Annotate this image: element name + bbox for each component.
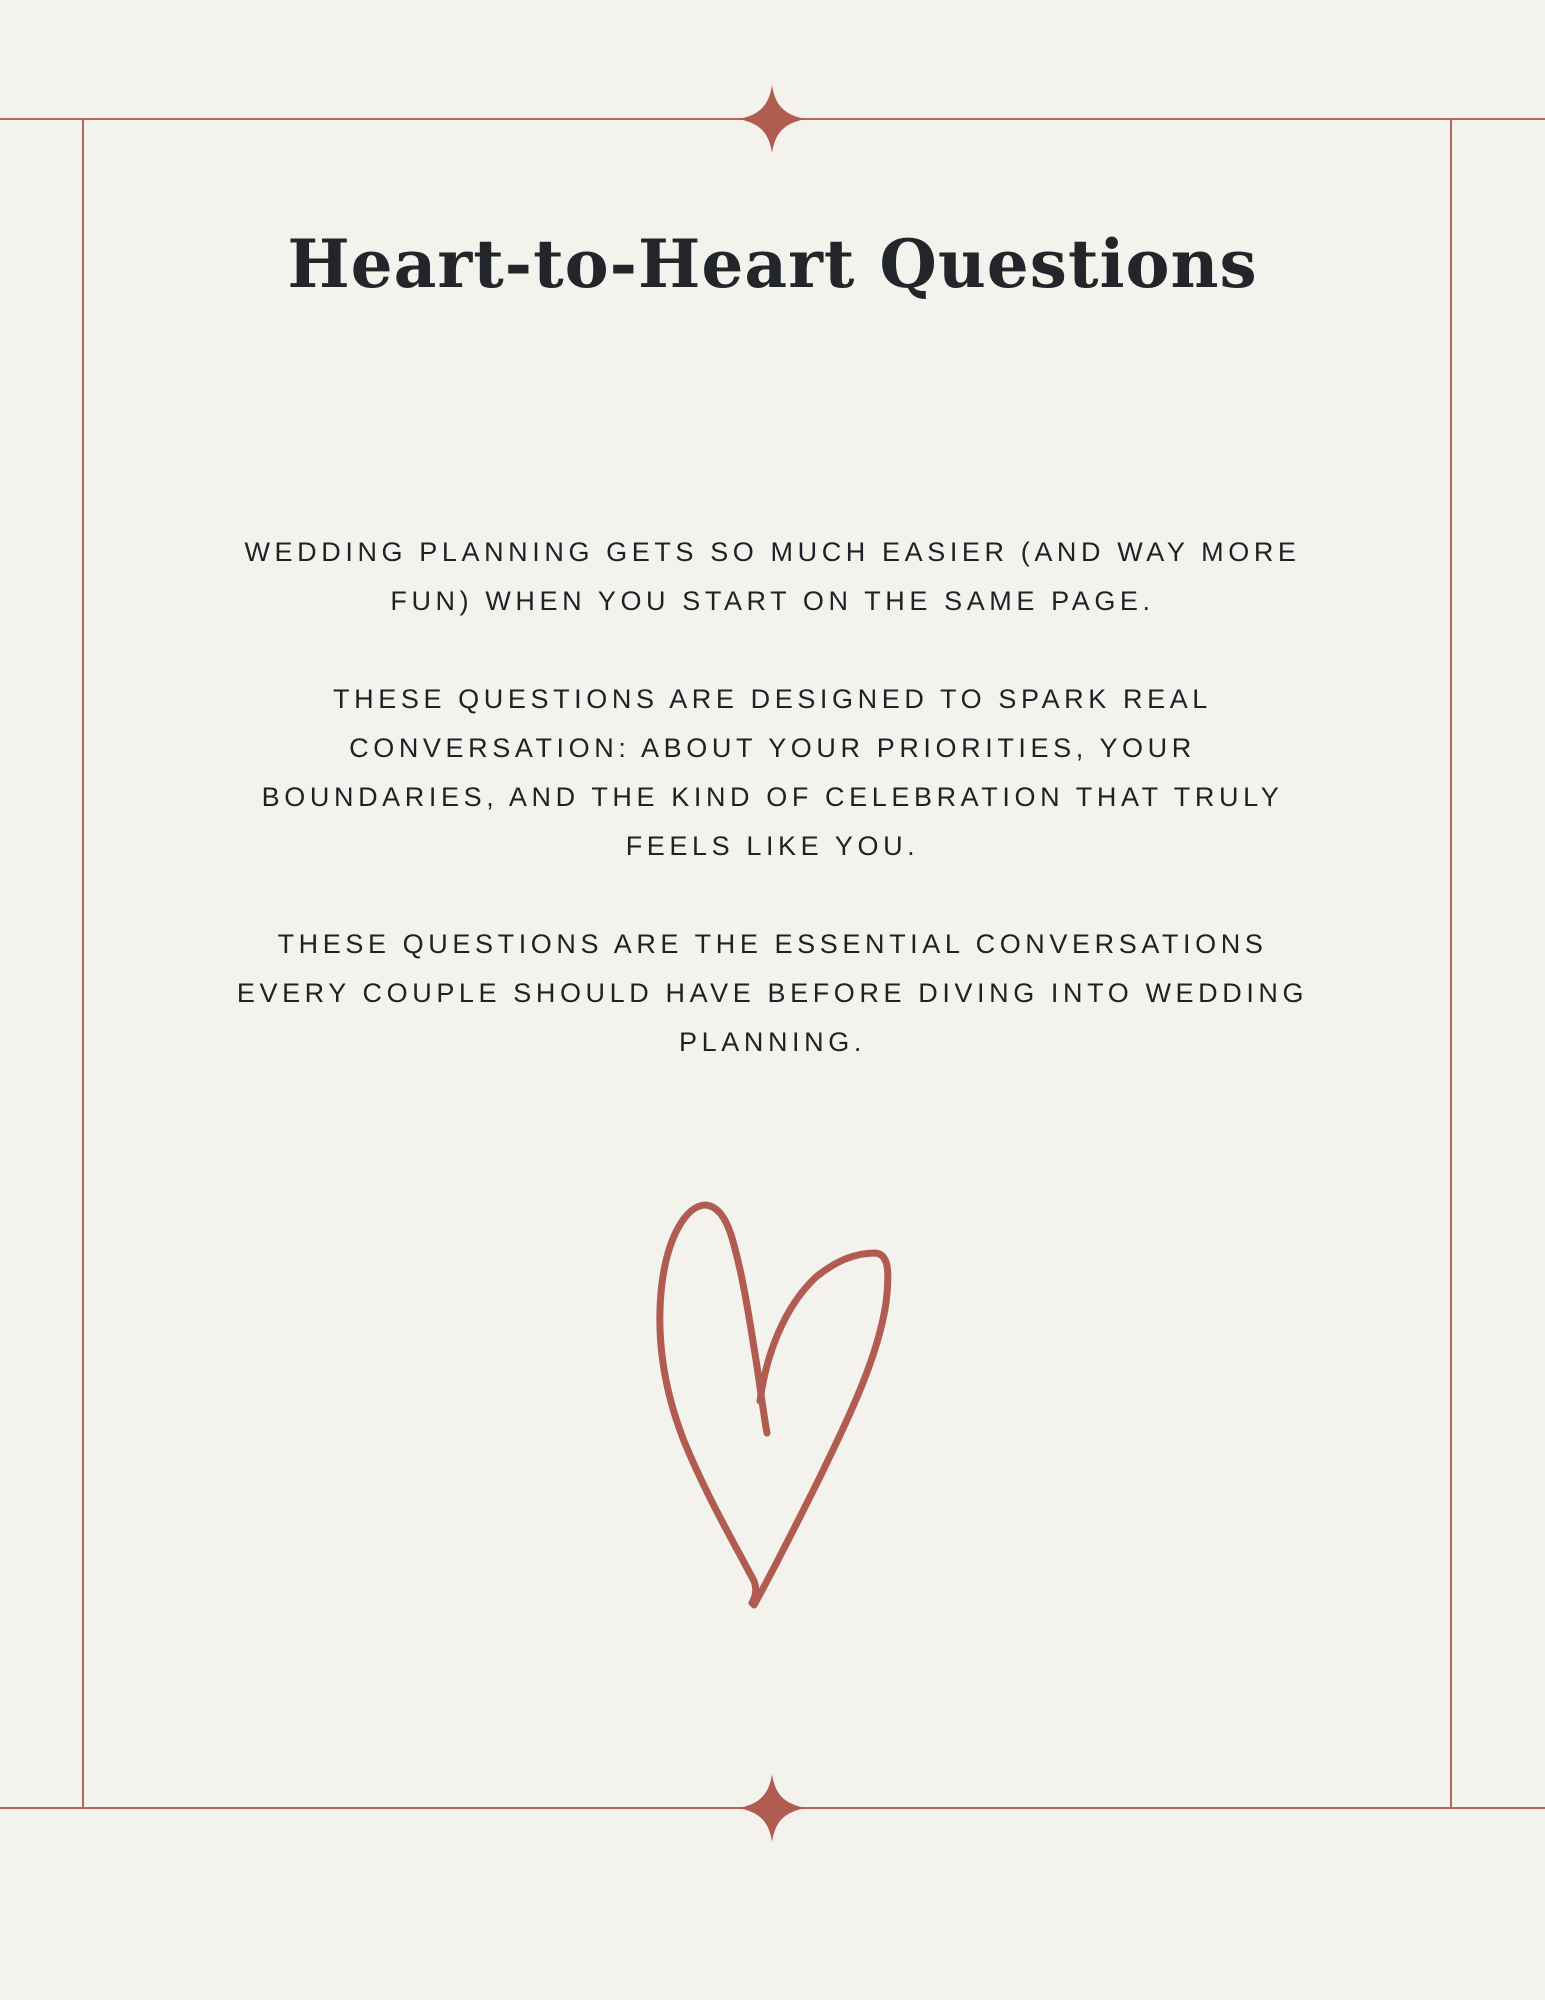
intro-paragraph: WEDDING PLANNING GETS SO MUCH EASIER (AND WAY MORE FUN) WHEN YOU START ON THE SAME PAGE.: [244, 537, 1301, 616]
left-border-line: [82, 118, 84, 1809]
right-border-line: [1450, 118, 1452, 1809]
bottom-star-icon: [736, 1772, 808, 1844]
intro-paragraph: THESE QUESTIONS ARE THE ESSENTIAL CONVERSATIONS EVERY COUPLE SHOULD HAVE BEFORE DIVING INTO WEDDING PLANNING.: [236, 929, 1309, 1057]
intro-text: [230, 528, 1315, 1116]
top-star-icon: [736, 83, 808, 155]
intro-paragraph: THESE QUESTIONS ARE DESIGNED TO SPARK REAL CONVERSATION: ABOUT YOUR PRIORITIES, YOUR BOUNDARIES, AND THE KIND OF CELEBRATION THAT TRULY FEELS LIKE YOU.: [261, 684, 1284, 861]
heart-icon: [640, 1195, 900, 1615]
page-title: Heart-to-Heart Questions: [287, 225, 1258, 303]
